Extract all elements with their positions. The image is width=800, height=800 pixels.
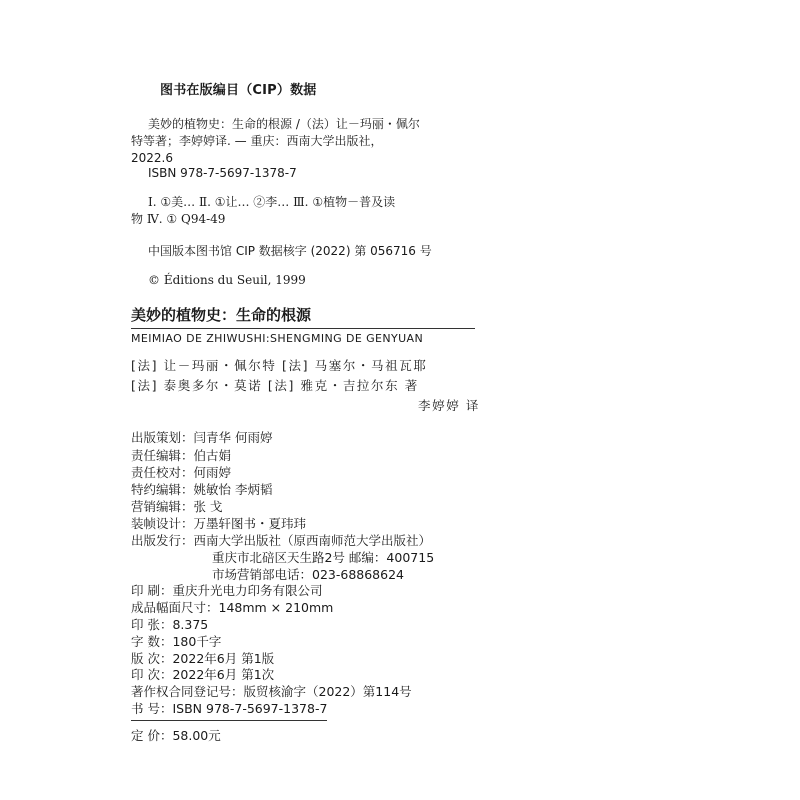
copyright-notice: © Éditions du Seuil, 1999 <box>148 273 306 287</box>
cip-subject-line-1: Ⅰ. ①美… Ⅱ. ①让… ②李… Ⅲ. ①植物－普及读 <box>148 195 396 209</box>
book-title: 美妙的植物史：生命的根源 <box>131 306 312 324</box>
info-special-editors: 特约编辑：姚敏怡 李炳韬 <box>131 482 273 497</box>
cip-heading: 图书在版编目（CIP）数据 <box>160 83 317 98</box>
info-binding-design: 装帧设计：万墨轩图书・夏玮玮 <box>131 516 307 531</box>
translator-line: 李婷婷 译 <box>418 398 480 413</box>
info-sheets: 印 张：8.375 <box>131 617 209 632</box>
cip-subject-line-2: 物 Ⅳ. ① Q94-49 <box>131 212 226 226</box>
book-title-pinyin: MEIMIAO DE ZHIWUSHI:SHENGMING DE GENYUAN <box>131 332 424 345</box>
info-printer: 印 刷：重庆升光电力印务有限公司 <box>131 583 323 598</box>
info-price: 定 价：58.00元 <box>131 728 221 743</box>
info-address: 重庆市北碚区天生路2号 邮编：400715 <box>212 550 435 565</box>
cip-entry-line-1: 美妙的植物史：生命的根源 /（法）让－玛丽・佩尔 <box>148 117 420 131</box>
info-words: 字 数：180千字 <box>131 634 222 649</box>
info-editor: 责任编辑：伯古娟 <box>131 448 232 463</box>
authors-line-1: [法] 让－玛丽・佩尔特 [法] 马塞尔・马祖瓦耶 <box>131 358 428 373</box>
cip-entry-line-3: 2022.6 <box>131 151 173 165</box>
cip-record-number: 中国版本图书馆 CIP 数据核字 (2022) 第 056716 号 <box>148 244 432 258</box>
info-copyright-contract: 著作权合同登记号：版贸核渝字（2022）第114号 <box>131 684 412 699</box>
price-rule <box>131 720 327 721</box>
info-size: 成品幅面尺寸：148mm × 210mm <box>131 600 334 615</box>
title-rule <box>131 328 475 329</box>
info-proofreader: 责任校对：何雨婷 <box>131 465 232 480</box>
cip-entry-line-2: 特等著；李婷婷译. — 重庆：西南大学出版社， <box>131 134 383 148</box>
info-phone: 市场营销部电话：023-68868624 <box>212 567 404 582</box>
authors-line-2: [法] 泰奥多尔・莫诺 [法] 雅克・吉拉尔东 著 <box>131 378 419 393</box>
info-marketing-editor: 营销编辑：张 戈 <box>131 499 223 514</box>
info-book-number: 书 号：ISBN 978-7-5697-1378-7 <box>131 701 328 716</box>
info-printing: 印 次：2022年6月 第1次 <box>131 667 275 682</box>
info-publisher: 出版发行：西南大学出版社（原西南师范大学出版社） <box>131 533 432 548</box>
cip-isbn: ISBN 978-7-5697-1378-7 <box>148 166 297 180</box>
info-edition: 版 次：2022年6月 第1版 <box>131 651 275 666</box>
info-planning: 出版策划：闫青华 何雨婷 <box>131 430 273 445</box>
